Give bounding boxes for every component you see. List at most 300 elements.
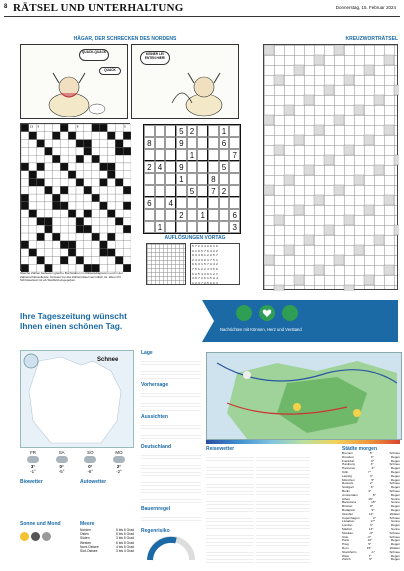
crossword-cell[interactable]: [21, 140, 29, 148]
sudoku-cell[interactable]: [219, 173, 230, 185]
crossword-cell[interactable]: [68, 210, 76, 218]
sudoku-cell[interactable]: [187, 197, 198, 209]
sudoku-cell[interactable]: 1: [176, 173, 187, 185]
sudoku-cell[interactable]: [144, 185, 155, 197]
crossword-cell[interactable]: [84, 171, 92, 179]
crossword-cell[interactable]: [68, 147, 76, 155]
crossword-cell[interactable]: [68, 140, 76, 148]
crossword-cell[interactable]: [21, 147, 29, 155]
crossword-cell[interactable]: [52, 179, 60, 187]
number-crossword[interactable]: [20, 123, 130, 271]
crossword-cell[interactable]: [37, 241, 45, 249]
crossword-cell[interactable]: [84, 163, 92, 171]
crossword-cell[interactable]: [84, 179, 92, 187]
sudoku-cell[interactable]: [187, 221, 198, 233]
sudoku-cell[interactable]: [208, 149, 219, 161]
crossword-cell[interactable]: [92, 124, 100, 132]
crossword-cell[interactable]: [92, 194, 100, 202]
crossword-cell[interactable]: [76, 225, 84, 233]
crossword-cell[interactable]: [60, 140, 68, 148]
sudoku-cell[interactable]: [197, 161, 208, 173]
crossword-cell[interactable]: [115, 147, 123, 155]
sudoku-cell[interactable]: [187, 173, 198, 185]
crossword-cell[interactable]: [37, 179, 45, 187]
crossword-cell[interactable]: [52, 233, 60, 241]
crossword-cell[interactable]: [92, 179, 100, 187]
crossword-cell[interactable]: [107, 132, 115, 140]
ad-banner[interactable]: [202, 300, 398, 342]
crossword-cell[interactable]: [92, 186, 100, 194]
sudoku-cell[interactable]: 6: [219, 137, 230, 149]
crossword-cell[interactable]: [76, 194, 84, 202]
crossword-cell[interactable]: [21, 249, 29, 257]
crossword-cell[interactable]: [115, 194, 123, 202]
crossword-cell[interactable]: [76, 163, 84, 171]
crossword-cell[interactable]: [37, 225, 45, 233]
crossword-cell[interactable]: [29, 186, 37, 194]
crossword-cell[interactable]: [37, 202, 45, 210]
crossword-cell[interactable]: [45, 186, 53, 194]
crossword-cell[interactable]: [92, 249, 100, 257]
crossword-cell[interactable]: [21, 179, 29, 187]
crossword-cell[interactable]: [37, 194, 45, 202]
sudoku-cell[interactable]: [208, 209, 219, 221]
crossword-cell[interactable]: [60, 147, 68, 155]
crossword-cell[interactable]: [76, 210, 84, 218]
crossword-cell[interactable]: [92, 210, 100, 218]
crossword-cell[interactable]: [100, 186, 108, 194]
crossword-cell[interactable]: [84, 233, 92, 241]
sudoku-cell[interactable]: 1: [155, 221, 166, 233]
crossword-cell[interactable]: [115, 225, 123, 233]
crossword-cell[interactable]: [115, 210, 123, 218]
crossword-cell[interactable]: [60, 256, 68, 264]
sudoku-cell[interactable]: [155, 125, 166, 137]
crossword-cell[interactable]: [84, 241, 92, 249]
sudoku-cell[interactable]: [197, 221, 208, 233]
crossword-cell[interactable]: [107, 186, 115, 194]
crossword-cell[interactable]: [76, 132, 84, 140]
crossword-cell[interactable]: [107, 140, 115, 148]
sudoku-cell[interactable]: 2: [144, 161, 155, 173]
crossword-cell[interactable]: [123, 155, 131, 163]
sudoku-cell[interactable]: [197, 137, 208, 149]
crossword-cell[interactable]: [76, 179, 84, 187]
crossword-cell[interactable]: [52, 217, 60, 225]
crossword-cell[interactable]: [123, 194, 131, 202]
crossword-cell[interactable]: [29, 163, 37, 171]
crossword-cell[interactable]: [107, 179, 115, 187]
crossword-cell[interactable]: [92, 225, 100, 233]
crossword-cell[interactable]: [60, 171, 68, 179]
crossword-cell[interactable]: [123, 186, 131, 194]
crossword-cell[interactable]: [84, 132, 92, 140]
crossword-cell[interactable]: [45, 163, 53, 171]
crossword-cell[interactable]: [37, 210, 45, 218]
crossword-cell[interactable]: [107, 249, 115, 257]
crossword-cell[interactable]: [84, 124, 92, 132]
crossword-cell[interactable]: [100, 202, 108, 210]
crossword-cell[interactable]: [76, 217, 84, 225]
sudoku-cell[interactable]: [165, 161, 176, 173]
crossword-cell[interactable]: [45, 147, 53, 155]
crossword-cell[interactable]: [84, 194, 92, 202]
crossword-cell[interactable]: [115, 233, 123, 241]
crossword-cell[interactable]: [123, 225, 131, 233]
crossword-cell[interactable]: [68, 186, 76, 194]
sudoku-cell[interactable]: [144, 209, 155, 221]
crossword-cell[interactable]: [52, 163, 60, 171]
crossword-cell[interactable]: [92, 147, 100, 155]
crossword-cell[interactable]: [52, 194, 60, 202]
crossword-cell[interactable]: [60, 163, 68, 171]
crossword-cell[interactable]: [84, 147, 92, 155]
crossword-cell[interactable]: [107, 233, 115, 241]
crossword-cell[interactable]: [115, 256, 123, 264]
sudoku-cell[interactable]: [197, 125, 208, 137]
crossword-cell[interactable]: [115, 124, 123, 132]
crossword-cell[interactable]: [21, 256, 29, 264]
sudoku-cell[interactable]: [197, 173, 208, 185]
crossword-cell[interactable]: [52, 140, 60, 148]
crossword-cell[interactable]: [107, 163, 115, 171]
crossword-cell[interactable]: [29, 194, 37, 202]
sudoku-cell[interactable]: [155, 149, 166, 161]
crossword-cell[interactable]: [100, 163, 108, 171]
crossword-cell[interactable]: [45, 155, 53, 163]
crossword-cell[interactable]: [107, 210, 115, 218]
crossword-cell[interactable]: [29, 171, 37, 179]
crossword-cell[interactable]: [68, 217, 76, 225]
crossword-cell[interactable]: [100, 210, 108, 218]
crossword-cell[interactable]: [123, 163, 131, 171]
crossword-cell[interactable]: [100, 147, 108, 155]
sudoku-cell[interactable]: [187, 137, 198, 149]
crossword-cell[interactable]: [92, 140, 100, 148]
crossword-cell[interactable]: [115, 241, 123, 249]
crossword-cell[interactable]: [21, 241, 29, 249]
sudoku-cell[interactable]: [165, 137, 176, 149]
crossword-cell[interactable]: [68, 155, 76, 163]
crossword-cell[interactable]: [68, 163, 76, 171]
crossword-cell[interactable]: [107, 256, 115, 264]
sudoku-cell[interactable]: [176, 221, 187, 233]
crossword-cell[interactable]: [100, 124, 108, 132]
sudoku-cell[interactable]: [144, 125, 155, 137]
sudoku-cell[interactable]: 7: [208, 185, 219, 197]
crossword-cell[interactable]: [123, 171, 131, 179]
crossword-cell[interactable]: [21, 210, 29, 218]
sudoku-cell[interactable]: 7: [229, 149, 240, 161]
crossword-cell[interactable]: [100, 179, 108, 187]
crossword-cell[interactable]: [29, 132, 37, 140]
crossword-cell[interactable]: [123, 241, 131, 249]
crossword-cell[interactable]: [123, 217, 131, 225]
crossword-cell[interactable]: [76, 186, 84, 194]
crossword-cell[interactable]: [115, 202, 123, 210]
crossword-cell[interactable]: [68, 249, 76, 257]
crossword-cell[interactable]: [45, 210, 53, 218]
crossword-cell[interactable]: [100, 249, 108, 257]
crossword-cell[interactable]: [45, 202, 53, 210]
crossword-cell[interactable]: [29, 179, 37, 187]
crossword-cell[interactable]: [45, 179, 53, 187]
crossword-cell[interactable]: [115, 163, 123, 171]
sudoku-cell[interactable]: 6: [144, 197, 155, 209]
sudoku-cell[interactable]: 6: [229, 209, 240, 221]
crossword-cell[interactable]: [100, 225, 108, 233]
crossword-cell[interactable]: [92, 217, 100, 225]
crossword-cell[interactable]: [84, 186, 92, 194]
crossword-cell[interactable]: [37, 217, 45, 225]
crossword-cell[interactable]: [76, 171, 84, 179]
sudoku-cell[interactable]: 8: [208, 173, 219, 185]
crossword-cell[interactable]: [29, 140, 37, 148]
crossword-cell[interactable]: [52, 210, 60, 218]
sudoku-cell[interactable]: [187, 209, 198, 221]
crossword-cell[interactable]: [52, 171, 60, 179]
crossword-cell[interactable]: [123, 140, 131, 148]
crossword-cell[interactable]: [37, 155, 45, 163]
crossword-cell[interactable]: [100, 171, 108, 179]
sudoku-cell[interactable]: 2: [187, 125, 198, 137]
sudoku-cell[interactable]: [229, 185, 240, 197]
crossword-cell[interactable]: [21, 233, 29, 241]
sudoku-cell[interactable]: 5: [187, 185, 198, 197]
crossword-cell[interactable]: [123, 233, 131, 241]
crossword-cell[interactable]: [84, 256, 92, 264]
sudoku-cell[interactable]: [229, 161, 240, 173]
crossword-cell[interactable]: [68, 179, 76, 187]
crossword-cell[interactable]: [21, 171, 29, 179]
crossword-cell[interactable]: [107, 225, 115, 233]
sudoku-cell[interactable]: [219, 149, 230, 161]
sudoku-cell[interactable]: [155, 197, 166, 209]
crossword-cell[interactable]: [92, 171, 100, 179]
crossword-cell[interactable]: [68, 124, 76, 132]
crossword-cell[interactable]: [37, 140, 45, 148]
sudoku-cell[interactable]: [165, 221, 176, 233]
sudoku-cell[interactable]: 2: [176, 209, 187, 221]
crossword-cell[interactable]: [60, 194, 68, 202]
crossword-cell[interactable]: [100, 217, 108, 225]
sudoku-cell[interactable]: [176, 185, 187, 197]
sudoku-cell[interactable]: 5: [176, 125, 187, 137]
kreuzwort-grid[interactable]: [263, 44, 398, 290]
crossword-cell[interactable]: [100, 241, 108, 249]
crossword-cell[interactable]: [92, 202, 100, 210]
crossword-cell[interactable]: [92, 233, 100, 241]
crossword-cell[interactable]: [45, 249, 53, 257]
crossword-cell[interactable]: [76, 241, 84, 249]
sudoku-cell[interactable]: 4: [155, 161, 166, 173]
crossword-cell[interactable]: [37, 186, 45, 194]
crossword-cell[interactable]: [68, 194, 76, 202]
crossword-cell[interactable]: [115, 186, 123, 194]
sudoku-cell[interactable]: [165, 209, 176, 221]
sudoku-cell[interactable]: [155, 185, 166, 197]
crossword-cell[interactable]: [76, 249, 84, 257]
crossword-cell[interactable]: [37, 233, 45, 241]
sudoku-cell[interactable]: [208, 197, 219, 209]
sudoku-cell[interactable]: 4: [165, 197, 176, 209]
crossword-cell[interactable]: [29, 217, 37, 225]
sudoku-cell[interactable]: 8: [144, 137, 155, 149]
sudoku-cell[interactable]: [197, 185, 208, 197]
crossword-cell[interactable]: [84, 225, 92, 233]
crossword-cell[interactable]: [115, 171, 123, 179]
sudoku-cell[interactable]: [229, 197, 240, 209]
sudoku-cell[interactable]: 5: [219, 161, 230, 173]
sudoku-cell[interactable]: [229, 173, 240, 185]
crossword-cell[interactable]: [45, 194, 53, 202]
crossword-cell[interactable]: [45, 132, 53, 140]
crossword-cell[interactable]: [68, 233, 76, 241]
crossword-cell[interactable]: [60, 217, 68, 225]
sudoku-cell[interactable]: [165, 125, 176, 137]
crossword-cell[interactable]: [52, 186, 60, 194]
crossword-cell[interactable]: [84, 140, 92, 148]
crossword-cell[interactable]: [68, 171, 76, 179]
crossword-cell[interactable]: [52, 132, 60, 140]
sudoku-cell[interactable]: [208, 137, 219, 149]
crossword-cell[interactable]: [60, 210, 68, 218]
crossword-cell[interactable]: [100, 194, 108, 202]
crossword-cell[interactable]: [100, 256, 108, 264]
crossword-cell[interactable]: [37, 132, 45, 140]
sudoku-cell[interactable]: [208, 221, 219, 233]
sudoku-cell[interactable]: [155, 209, 166, 221]
crossword-cell[interactable]: [21, 186, 29, 194]
sudoku-cell[interactable]: [165, 149, 176, 161]
crossword-cell[interactable]: [68, 225, 76, 233]
crossword-cell[interactable]: [29, 256, 37, 264]
sudoku-cell[interactable]: [229, 137, 240, 149]
crossword-cell[interactable]: [37, 249, 45, 257]
crossword-cell[interactable]: [107, 124, 115, 132]
crossword-cell[interactable]: [92, 241, 100, 249]
crossword-cell[interactable]: [21, 163, 29, 171]
sudoku-cell[interactable]: [176, 197, 187, 209]
crossword-cell[interactable]: [68, 202, 76, 210]
crossword-cell[interactable]: [21, 132, 29, 140]
crossword-cell[interactable]: [52, 147, 60, 155]
crossword-cell[interactable]: [92, 132, 100, 140]
crossword-cell[interactable]: [115, 179, 123, 187]
crossword-cell[interactable]: [45, 225, 53, 233]
crossword-cell[interactable]: [60, 241, 68, 249]
sudoku-cell[interactable]: [219, 221, 230, 233]
crossword-cell[interactable]: [29, 202, 37, 210]
crossword-cell[interactable]: [21, 217, 29, 225]
crossword-cell[interactable]: [45, 241, 53, 249]
crossword-cell[interactable]: [107, 202, 115, 210]
sudoku-grid[interactable]: [143, 124, 241, 234]
crossword-cell[interactable]: [52, 155, 60, 163]
sudoku-cell[interactable]: [197, 149, 208, 161]
sudoku-cell[interactable]: 1: [219, 125, 230, 137]
crossword-cell[interactable]: [21, 155, 29, 163]
crossword-cell[interactable]: [45, 171, 53, 179]
crossword-cell[interactable]: [21, 194, 29, 202]
crossword-cell[interactable]: [76, 202, 84, 210]
crossword-cell[interactable]: [84, 155, 92, 163]
crossword-cell[interactable]: [115, 249, 123, 257]
crossword-cell[interactable]: [76, 147, 84, 155]
crossword-cell[interactable]: [123, 210, 131, 218]
crossword-cell[interactable]: [52, 256, 60, 264]
crossword-cell[interactable]: [123, 202, 131, 210]
crossword-cell[interactable]: [107, 155, 115, 163]
crossword-cell[interactable]: [115, 217, 123, 225]
crossword-cell[interactable]: [60, 249, 68, 257]
crossword-cell[interactable]: [60, 186, 68, 194]
sudoku-cell[interactable]: [165, 173, 176, 185]
crossword-cell[interactable]: [68, 132, 76, 140]
crossword-cell[interactable]: [45, 233, 53, 241]
sudoku-cell[interactable]: [219, 197, 230, 209]
crossword-cell[interactable]: [92, 256, 100, 264]
crossword-cell[interactable]: [107, 147, 115, 155]
crossword-cell[interactable]: [76, 140, 84, 148]
sudoku-cell[interactable]: [165, 185, 176, 197]
sudoku-cell[interactable]: [155, 137, 166, 149]
crossword-cell[interactable]: [52, 202, 60, 210]
crossword-cell[interactable]: [107, 217, 115, 225]
crossword-cell[interactable]: [60, 179, 68, 187]
crossword-cell[interactable]: [21, 225, 29, 233]
crossword-cell[interactable]: [76, 233, 84, 241]
sudoku-cell[interactable]: 1: [187, 149, 198, 161]
crossword-cell[interactable]: [37, 147, 45, 155]
sudoku-cell[interactable]: [144, 173, 155, 185]
crossword-cell[interactable]: [84, 217, 92, 225]
crossword-cell[interactable]: [84, 249, 92, 257]
crossword-cell[interactable]: [37, 256, 45, 264]
crossword-cell[interactable]: [123, 264, 131, 272]
crossword-cell[interactable]: [123, 147, 131, 155]
crossword-cell[interactable]: [84, 210, 92, 218]
crossword-cell[interactable]: [60, 202, 68, 210]
crossword-cell[interactable]: [92, 163, 100, 171]
crossword-cell[interactable]: [60, 233, 68, 241]
sudoku-cell[interactable]: 9: [176, 137, 187, 149]
crossword-cell[interactable]: [45, 124, 53, 132]
crossword-cell[interactable]: [29, 147, 37, 155]
crossword-cell[interactable]: [29, 233, 37, 241]
crossword-cell[interactable]: [100, 132, 108, 140]
crossword-cell[interactable]: [29, 155, 37, 163]
crossword-cell[interactable]: [107, 241, 115, 249]
sudoku-cell[interactable]: [176, 149, 187, 161]
crossword-cell[interactable]: [37, 171, 45, 179]
crossword-cell[interactable]: [68, 256, 76, 264]
crossword-cell[interactable]: [37, 163, 45, 171]
sudoku-cell[interactable]: [144, 221, 155, 233]
crossword-cell[interactable]: [84, 202, 92, 210]
crossword-cell[interactable]: [107, 171, 115, 179]
crossword-cell[interactable]: [76, 155, 84, 163]
crossword-cell[interactable]: [123, 256, 131, 264]
sudoku-cell[interactable]: [219, 209, 230, 221]
crossword-cell[interactable]: [45, 256, 53, 264]
sudoku-cell[interactable]: [208, 125, 219, 137]
sudoku-cell[interactable]: 2: [219, 185, 230, 197]
crossword-cell[interactable]: [52, 124, 60, 132]
crossword-cell[interactable]: [115, 140, 123, 148]
crossword-cell[interactable]: [60, 225, 68, 233]
crossword-cell[interactable]: [123, 179, 131, 187]
